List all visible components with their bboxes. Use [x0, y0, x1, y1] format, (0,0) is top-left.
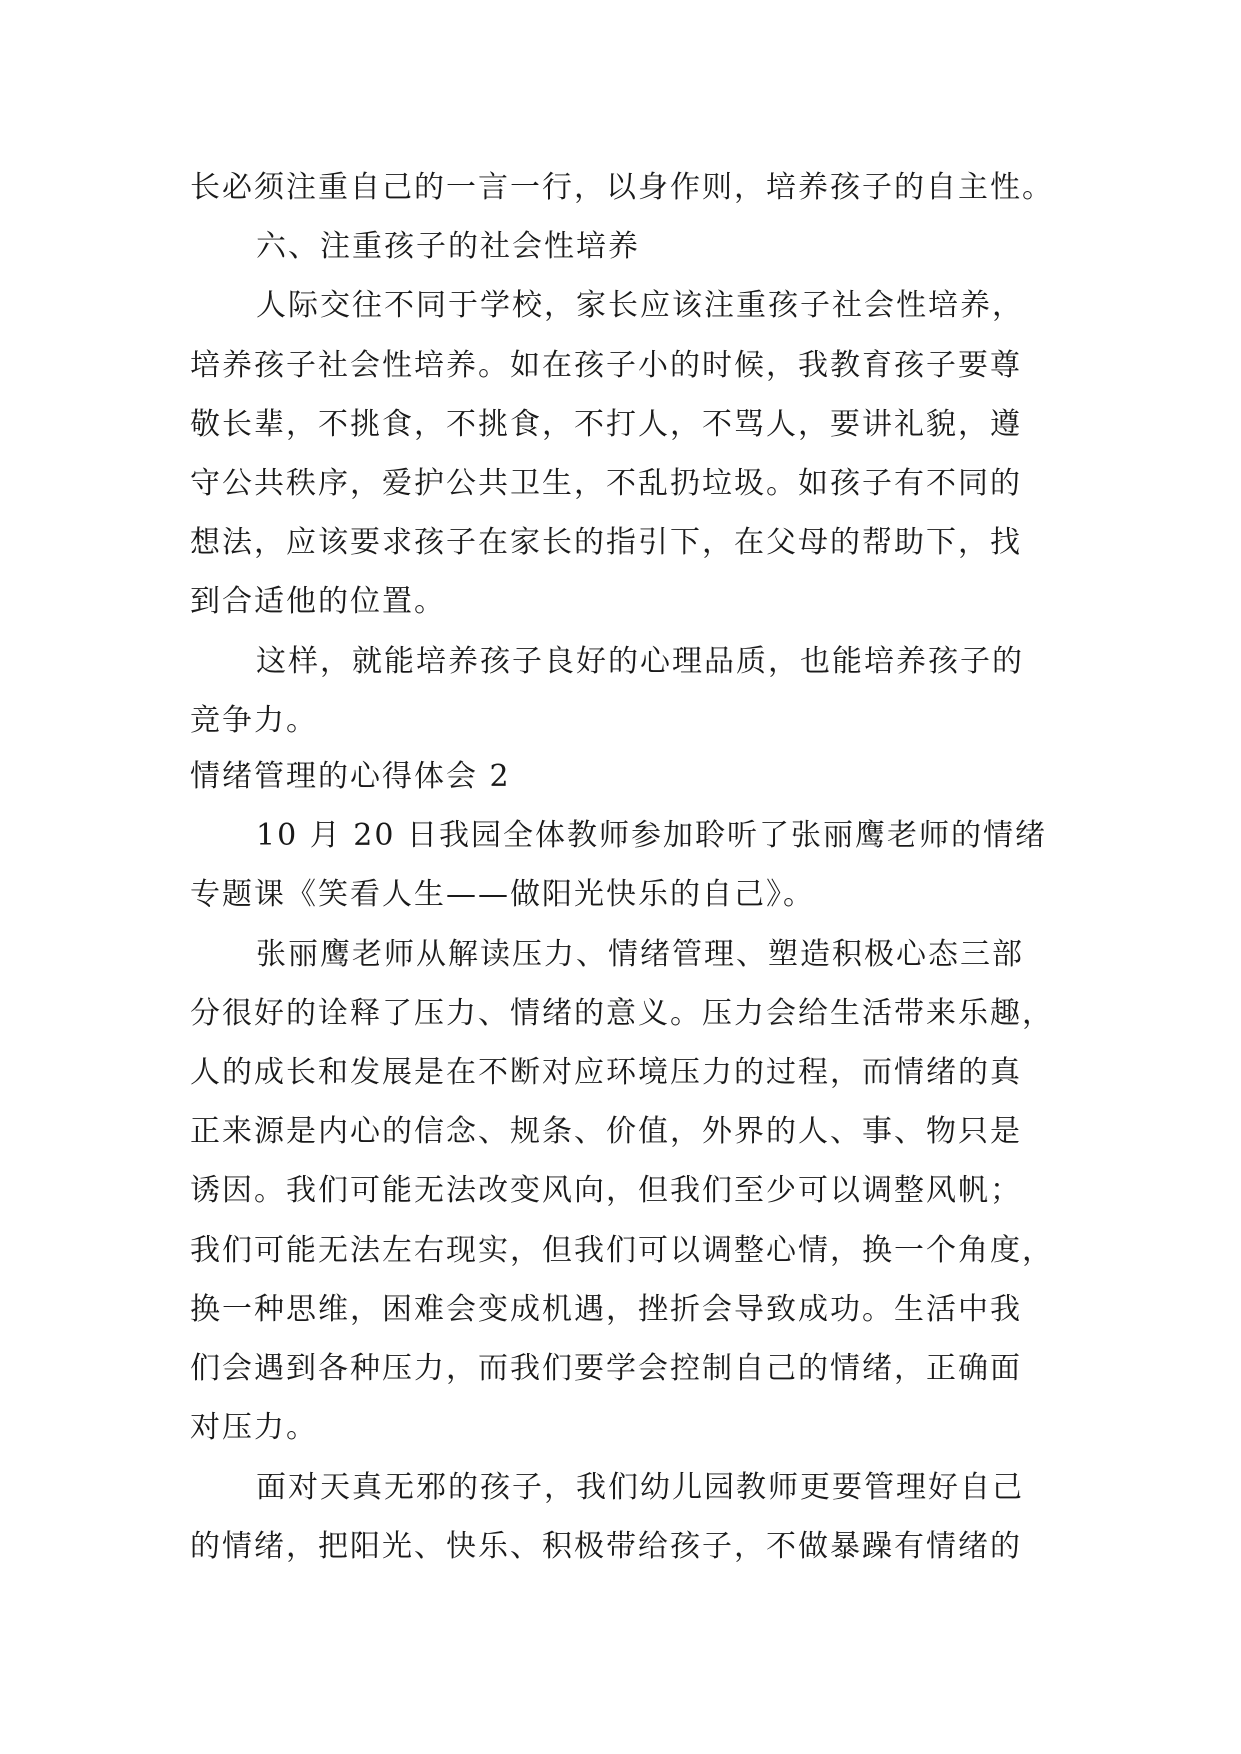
paragraph-line: 面对天真无邪的孩子，我们幼儿园教师更要管理好自己 [256, 1470, 1024, 1505]
paragraph-line: 想法，应该要求孩子在家长的指引下，在父母的帮助下，找 [190, 525, 1022, 560]
paragraph-line: 换一种思维，困难会变成机遇，挫折会导致成功。生活中我 [190, 1292, 1022, 1327]
paragraph-line: 对压力。 [190, 1410, 318, 1445]
paragraph-line: 张丽鹰老师从解读压力、情绪管理、塑造积极心态三部 [256, 937, 1024, 972]
paragraph-line: 专题课《笑看人生——做阳光快乐的自己》。 [190, 877, 815, 912]
paragraph-line: 分很好的诠释了压力、情绪的意义。压力会给生活带来乐趣， [190, 996, 1054, 1031]
article-title: 情绪管理的心得体会 2 [190, 759, 511, 794]
paragraph-line: 人的成长和发展是在不断对应环境压力的过程，而情绪的真 [190, 1055, 1022, 1090]
paragraph-line: 正来源是内心的信念、规条、价值，外界的人、事、物只是 [190, 1114, 1022, 1149]
paragraph-line: 守公共秩序，爱护公共卫生，不乱扔垃圾。如孩子有不同的 [190, 466, 1022, 501]
paragraph-line: 长必须注重自己的一言一行，以身作则，培养孩子的自主性。 [190, 170, 1054, 205]
paragraph-line: 人际交往不同于学校，家长应该注重孩子社会性培养， [256, 288, 1024, 323]
paragraph-line: 竞争力。 [190, 703, 318, 738]
paragraph-line: 们会遇到各种压力，而我们要学会控制自己的情绪，正确面 [190, 1351, 1022, 1386]
paragraph-line: 这样，就能培养孩子良好的心理品质，也能培养孩子的 [256, 644, 1024, 679]
paragraph-line: 我们可能无法左右现实，但我们可以调整心情，换一个角度， [190, 1233, 1054, 1268]
section-heading: 六、注重孩子的社会性培养 [256, 229, 640, 264]
paragraph-line: 培养孩子社会性培养。如在孩子小的时候，我教育孩子要尊 [190, 348, 1022, 383]
paragraph-line: 10 月 20 日我园全体教师参加聆听了张丽鹰老师的情绪 [256, 818, 1047, 853]
paragraph-line: 到合适他的位置。 [190, 584, 446, 619]
paragraph-line: 敬长辈，不挑食，不挑食，不打人，不骂人，要讲礼貌，遵 [190, 407, 1022, 442]
paragraph-line: 的情绪，把阳光、快乐、积极带给孩子，不做暴躁有情绪的 [190, 1529, 1022, 1564]
paragraph-line: 诱因。我们可能无法改变风向，但我们至少可以调整风帆； [190, 1173, 1022, 1208]
